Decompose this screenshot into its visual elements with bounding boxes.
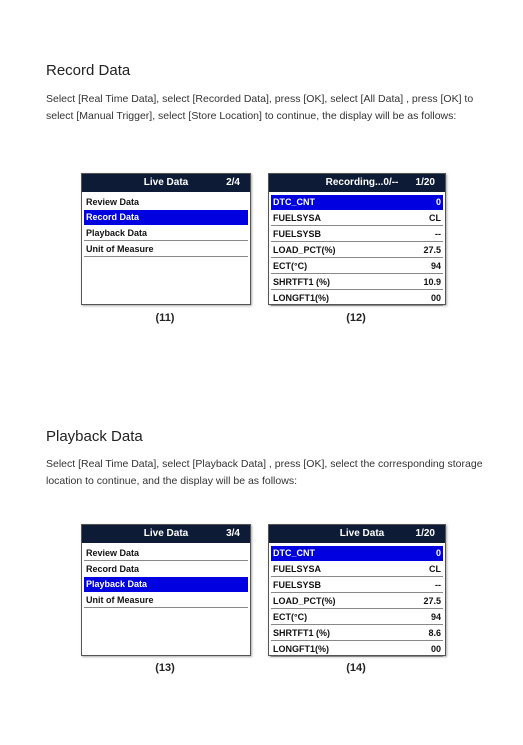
- data-row[interactable]: [271, 195, 443, 210]
- page-indicator: 2/4: [226, 177, 240, 188]
- data-row[interactable]: [271, 259, 443, 274]
- data-row-name: DTC_CNT: [273, 197, 315, 207]
- section-heading-record-data: Record Data: [46, 62, 131, 79]
- screen-title: Live Data: [143, 177, 189, 188]
- data-row-name: DTC_CNT: [273, 548, 315, 558]
- data-row-name: LOAD_PCT(%): [273, 245, 336, 255]
- data-row-value: --: [435, 580, 441, 590]
- data-row[interactable]: [271, 227, 443, 242]
- data-row-value: 00: [430, 644, 441, 654]
- menu-item-record-data[interactable]: Record Data: [86, 564, 140, 574]
- data-row-name: ECT(°C): [273, 261, 308, 271]
- screen-title: Live Data: [143, 528, 189, 539]
- data-row-value: 27.5: [423, 596, 441, 606]
- menu-list: [84, 195, 248, 258]
- page-indicator: 3/4: [226, 528, 240, 539]
- figure-caption: (13): [155, 662, 175, 674]
- screen-title: Recording...0/--: [325, 177, 399, 188]
- screen-title-bar: [269, 174, 445, 192]
- menu-list: [84, 546, 248, 609]
- screen-14: [268, 524, 446, 656]
- data-row-value: 10.9: [423, 277, 441, 287]
- data-row[interactable]: [271, 211, 443, 226]
- data-row-value: CL: [429, 564, 441, 574]
- screen-title-bar: [269, 525, 445, 543]
- data-row-value: CL: [429, 213, 441, 223]
- data-row[interactable]: [271, 243, 443, 258]
- data-row-value: 94: [430, 612, 441, 622]
- data-row[interactable]: [271, 578, 443, 593]
- data-row-value: 00: [430, 293, 441, 303]
- data-row[interactable]: [271, 626, 443, 641]
- data-row-value: 94: [430, 261, 441, 271]
- data-row-name: SHRTFT1 (%): [273, 628, 330, 638]
- data-row[interactable]: [271, 291, 443, 306]
- data-row-value: 0: [435, 197, 441, 207]
- page-indicator: 1/20: [415, 528, 435, 539]
- data-list: [271, 546, 443, 658]
- data-row-name: FUELSYSB: [273, 580, 322, 590]
- menu-item-unit-of-measure[interactable]: Unit of Measure: [84, 242, 248, 257]
- data-row-value: 27.5: [423, 245, 441, 255]
- section-paragraph-record-data: Select [Real Time Data], select [Recorded Data], press [OK], select [All Data] , press [OK] to select [Manual Trigger], select [Store Location] to continue, the display will be as follows:: [46, 93, 474, 122]
- screen-11: [81, 173, 251, 305]
- figure-caption: (12): [346, 312, 366, 324]
- data-row-name: LONGFT1(%): [273, 644, 329, 654]
- menu-item-record-data[interactable]: Record Data: [84, 210, 248, 225]
- menu-item-playback-data[interactable]: Playback Data: [84, 226, 248, 241]
- data-row-value: 8.6: [428, 628, 441, 638]
- screen-title-bar: [82, 174, 250, 192]
- data-row-name: LONGFT1(%): [273, 293, 329, 303]
- menu-item-unit-of-measure[interactable]: Unit of Measure: [84, 593, 248, 608]
- data-row-name: FUELSYSB: [273, 229, 322, 239]
- data-row-name: FUELSYSA: [273, 213, 322, 223]
- data-list: [271, 195, 443, 307]
- section-paragraph-playback-data: Select [Real Time Data], select [Playback Data] , press [OK], select the corresponding storage location to continue, and the display will be as follows:: [46, 458, 483, 487]
- data-row[interactable]: [271, 642, 443, 657]
- menu-item-playback-data[interactable]: Playback Data: [84, 577, 248, 592]
- data-row-name: ECT(°C): [273, 612, 308, 622]
- menu-item-review-data[interactable]: Review Data: [84, 546, 248, 561]
- screen-title-bar: [82, 525, 250, 543]
- screen-12: [268, 173, 446, 305]
- data-row[interactable]: [271, 594, 443, 609]
- screen-title: Live Data: [339, 528, 385, 539]
- data-row[interactable]: [271, 610, 443, 625]
- figure-caption: (11): [155, 312, 175, 324]
- data-row[interactable]: [271, 562, 443, 577]
- page-indicator: 1/20: [415, 177, 435, 188]
- data-row-name: SHRTFT1 (%): [273, 277, 330, 287]
- data-row-value: --: [435, 229, 441, 239]
- data-row-value: 0: [435, 548, 441, 558]
- section-heading-playback-data: Playback Data: [46, 428, 143, 445]
- menu-item-review-data[interactable]: Review Data: [86, 197, 140, 207]
- data-row[interactable]: [271, 275, 443, 290]
- figure-caption: (14): [346, 662, 366, 674]
- data-row-name: FUELSYSA: [273, 564, 322, 574]
- data-row[interactable]: [271, 546, 443, 561]
- screen-13: [81, 524, 251, 656]
- data-row-name: LOAD_PCT(%): [273, 596, 336, 606]
